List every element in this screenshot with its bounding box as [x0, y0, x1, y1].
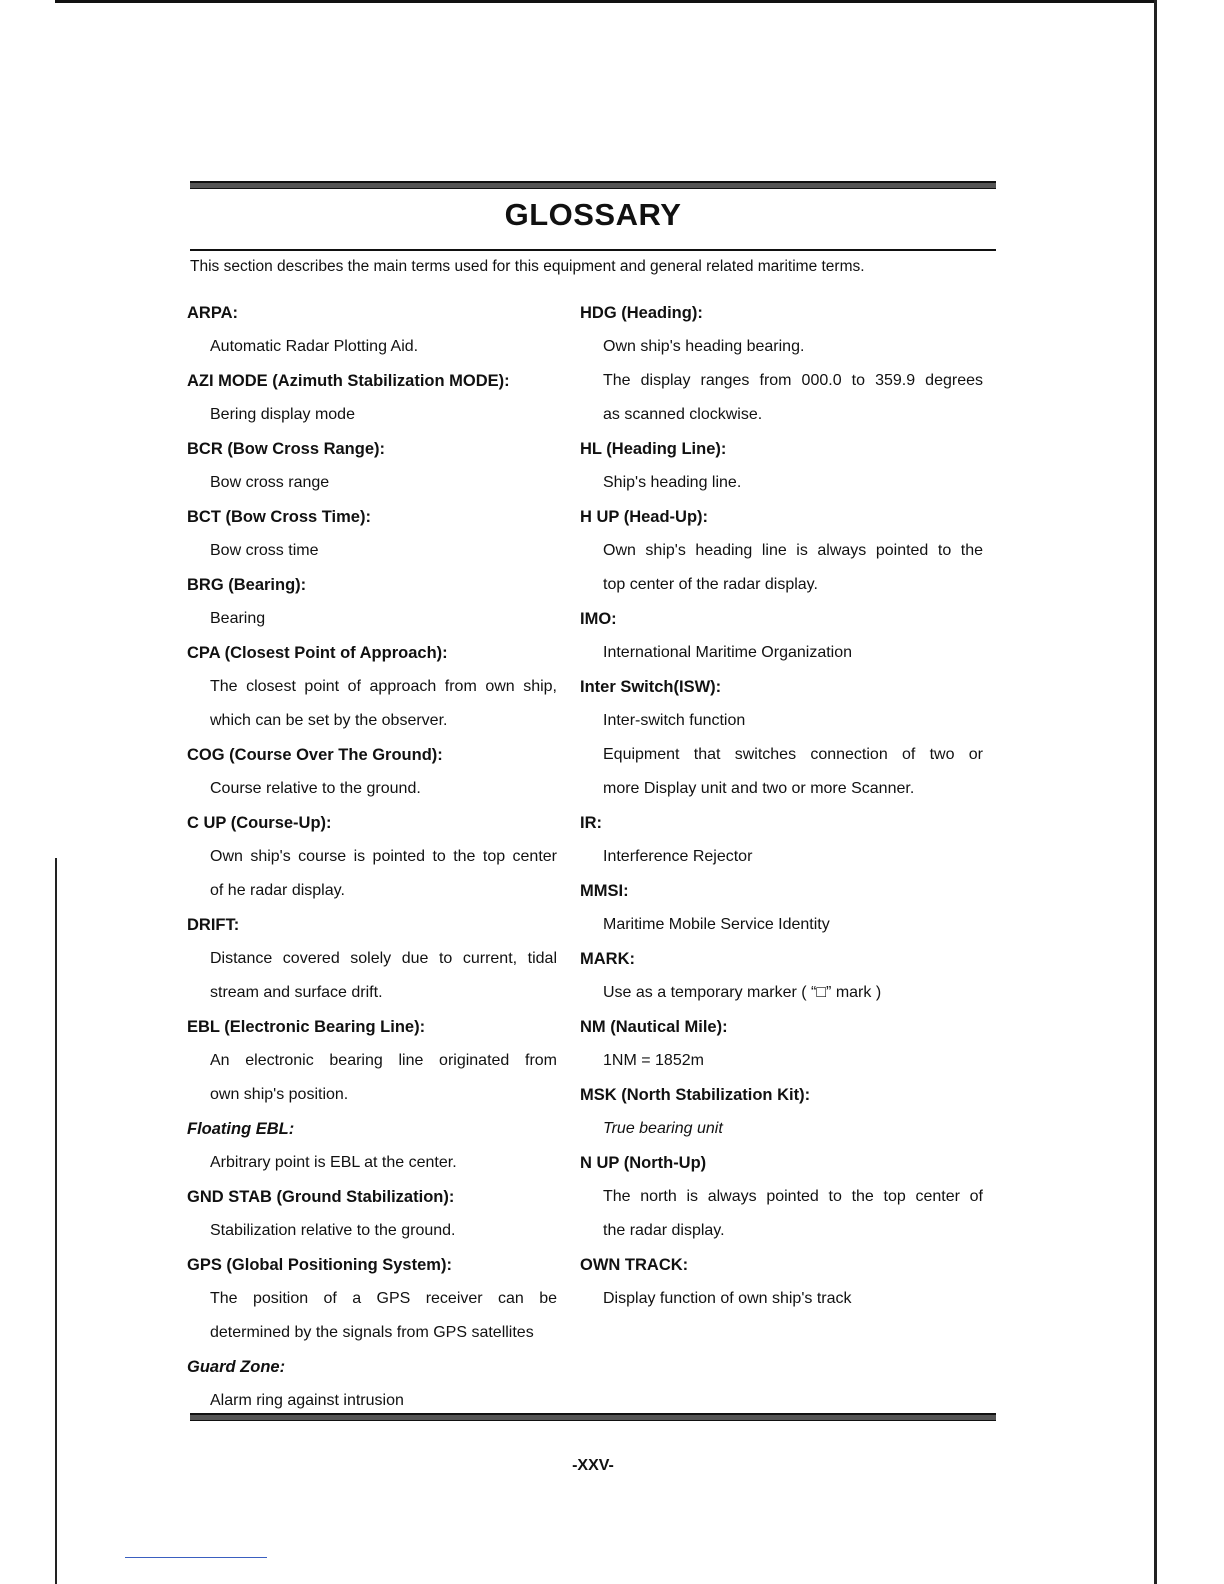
glossary-term: IMO: — [580, 610, 617, 628]
glossary-definition: Interference Rejector — [603, 848, 753, 865]
glossary-definition: The closest point of approach from own ship, — [210, 678, 557, 695]
glossary-definition: An electronic bearing line originated from — [210, 1052, 557, 1069]
glossary-entry-guard-zone — [187, 1350, 557, 1418]
glossary-entry-arpa — [187, 296, 557, 364]
glossary-term: OWN TRACK: — [580, 1256, 689, 1274]
glossary-entry-hl — [580, 432, 983, 500]
scan-edge-right — [1154, 0, 1157, 1584]
glossary-term: IR: — [580, 814, 602, 832]
header-rule — [190, 181, 996, 189]
glossary-definition: Bow cross range — [210, 474, 330, 491]
page-number: -XXV- — [572, 1457, 614, 1474]
glossary-entry-imo — [580, 602, 983, 670]
glossary-definition: Arbitrary point is EBL at the center. — [210, 1154, 457, 1171]
glossary-entry-hdg — [580, 296, 983, 432]
glossary-right-column — [580, 296, 983, 1316]
glossary-definition: Alarm ring against intrusion — [210, 1392, 404, 1409]
glossary-entry-ir — [580, 806, 983, 874]
glossary-entry-own-track — [580, 1248, 983, 1316]
glossary-term: HDG (Heading): — [580, 304, 703, 322]
glossary-definition: Distance covered solely due to current, tidal — [210, 950, 557, 967]
glossary-definition: Maritime Mobile Service Identity — [603, 916, 830, 933]
glossary-definition: Bering display mode — [210, 406, 355, 423]
glossary-term: GND STAB (Ground Stabilization): — [187, 1188, 455, 1206]
glossary-definition: Ship's heading line. — [603, 474, 742, 491]
glossary-definition: which can be set by the observer. — [210, 712, 448, 729]
glossary-entry-n-up — [580, 1146, 983, 1248]
glossary-left-column — [187, 296, 557, 1418]
glossary-term: Floating EBL: — [187, 1120, 295, 1138]
glossary-definition: the radar display. — [603, 1222, 725, 1239]
glossary-definition: The north is always pointed to the top center of — [603, 1188, 983, 1205]
glossary-term: MARK: — [580, 950, 635, 968]
glossary-definition: stream and surface drift. — [210, 984, 383, 1001]
glossary-term: AZI MODE (Azimuth Stabilization MODE): — [187, 372, 510, 390]
scan-edge-left — [55, 858, 57, 1584]
glossary-entry-azi-mode — [187, 364, 557, 432]
glossary-entry-gnd-stab — [187, 1180, 557, 1248]
scan-underline-mark — [125, 1557, 267, 1558]
glossary-term: C UP (Course-Up): — [187, 814, 332, 832]
glossary-term: ARPA: — [187, 304, 239, 322]
glossary-definition: 1NM = 1852m — [603, 1052, 704, 1069]
glossary-definition: The display ranges from 000.0 to 359.9 degrees — [603, 372, 983, 389]
glossary-definition: Equipment that switches connection of two or — [603, 746, 983, 763]
glossary-definition: Bow cross time — [210, 542, 319, 559]
glossary-term: NM (Nautical Mile): — [580, 1018, 728, 1036]
glossary-definition: Own ship's course is pointed to the top center — [210, 848, 557, 865]
glossary-definition: determined by the signals from GPS satellites — [210, 1324, 534, 1341]
glossary-definition: The position of a GPS receiver can be — [210, 1290, 557, 1307]
glossary-entry-gps — [187, 1248, 557, 1350]
footer-rule — [190, 1413, 996, 1421]
glossary-definition: International Maritime Organization — [603, 644, 853, 661]
glossary-term: CPA (Closest Point of Approach): — [187, 644, 448, 662]
glossary-term: BCT (Bow Cross Time): — [187, 508, 371, 526]
glossary-definition: as scanned clockwise. — [603, 406, 763, 423]
glossary-definition: Use as a temporary marker ( “□” mark ) — [603, 984, 882, 1001]
glossary-term: Inter Switch(ISW): — [580, 678, 722, 696]
glossary-definition: Own ship's heading bearing. — [603, 338, 805, 355]
page-title: GLOSSARY — [504, 197, 682, 232]
glossary-definition: own ship's position. — [210, 1086, 349, 1103]
glossary-term: N UP (North-Up) — [580, 1154, 707, 1172]
glossary-entry-nm — [580, 1010, 983, 1078]
glossary-entry-bct — [187, 500, 557, 568]
glossary-term: BRG (Bearing): — [187, 576, 307, 594]
glossary-entry-floating-ebl — [187, 1112, 557, 1180]
glossary-definition: Stabilization relative to the ground. — [210, 1222, 456, 1239]
glossary-entry-h-up — [580, 500, 983, 602]
glossary-entry-bcr — [187, 432, 557, 500]
glossary-term: Guard Zone: — [187, 1358, 286, 1376]
glossary-entry-mmsi — [580, 874, 983, 942]
glossary-term: COG (Course Over The Ground): — [187, 746, 443, 764]
glossary-definition: more Display unit and two or more Scanner. — [603, 780, 915, 797]
glossary-term: H UP (Head-Up): — [580, 508, 709, 526]
glossary-entry-drift — [187, 908, 557, 1010]
glossary-definition: Automatic Radar Plotting Aid. — [210, 338, 419, 355]
intro-text: This section describes the main terms used for this equipment and general related maritime terms. — [190, 258, 865, 275]
glossary-term: MSK (North Stabilization Kit): — [580, 1086, 811, 1104]
glossary-entry-mark — [580, 942, 983, 1010]
glossary-entry-c-up — [187, 806, 557, 908]
glossary-term: DRIFT: — [187, 916, 240, 934]
glossary-entry-cog — [187, 738, 557, 806]
glossary-definition: Course relative to the ground. — [210, 780, 421, 797]
glossary-term: GPS (Global Positioning System): — [187, 1256, 452, 1274]
glossary-definition: Own ship's heading line is always pointed to the — [603, 542, 983, 559]
glossary-term: BCR (Bow Cross Range): — [187, 440, 386, 458]
glossary-entry-inter-switch — [580, 670, 983, 806]
glossary-definition: top center of the radar display. — [603, 576, 818, 593]
glossary-definition: Bearing — [210, 610, 266, 627]
title-rule — [190, 249, 996, 251]
glossary-entry-msk — [580, 1078, 983, 1146]
glossary-definition: True bearing unit — [603, 1120, 723, 1137]
glossary-definition: Inter-switch function — [603, 712, 746, 729]
glossary-definition: Display function of own ship's track — [603, 1290, 852, 1307]
glossary-term: MMSI: — [580, 882, 629, 900]
glossary-entry-ebl — [187, 1010, 557, 1112]
glossary-entry-brg — [187, 568, 557, 636]
scan-edge-top — [55, 0, 1156, 3]
glossary-definition: of he radar display. — [210, 882, 345, 899]
glossary-term: HL (Heading Line): — [580, 440, 727, 458]
glossary-entry-cpa — [187, 636, 557, 738]
glossary-term: EBL (Electronic Bearing Line): — [187, 1018, 426, 1036]
